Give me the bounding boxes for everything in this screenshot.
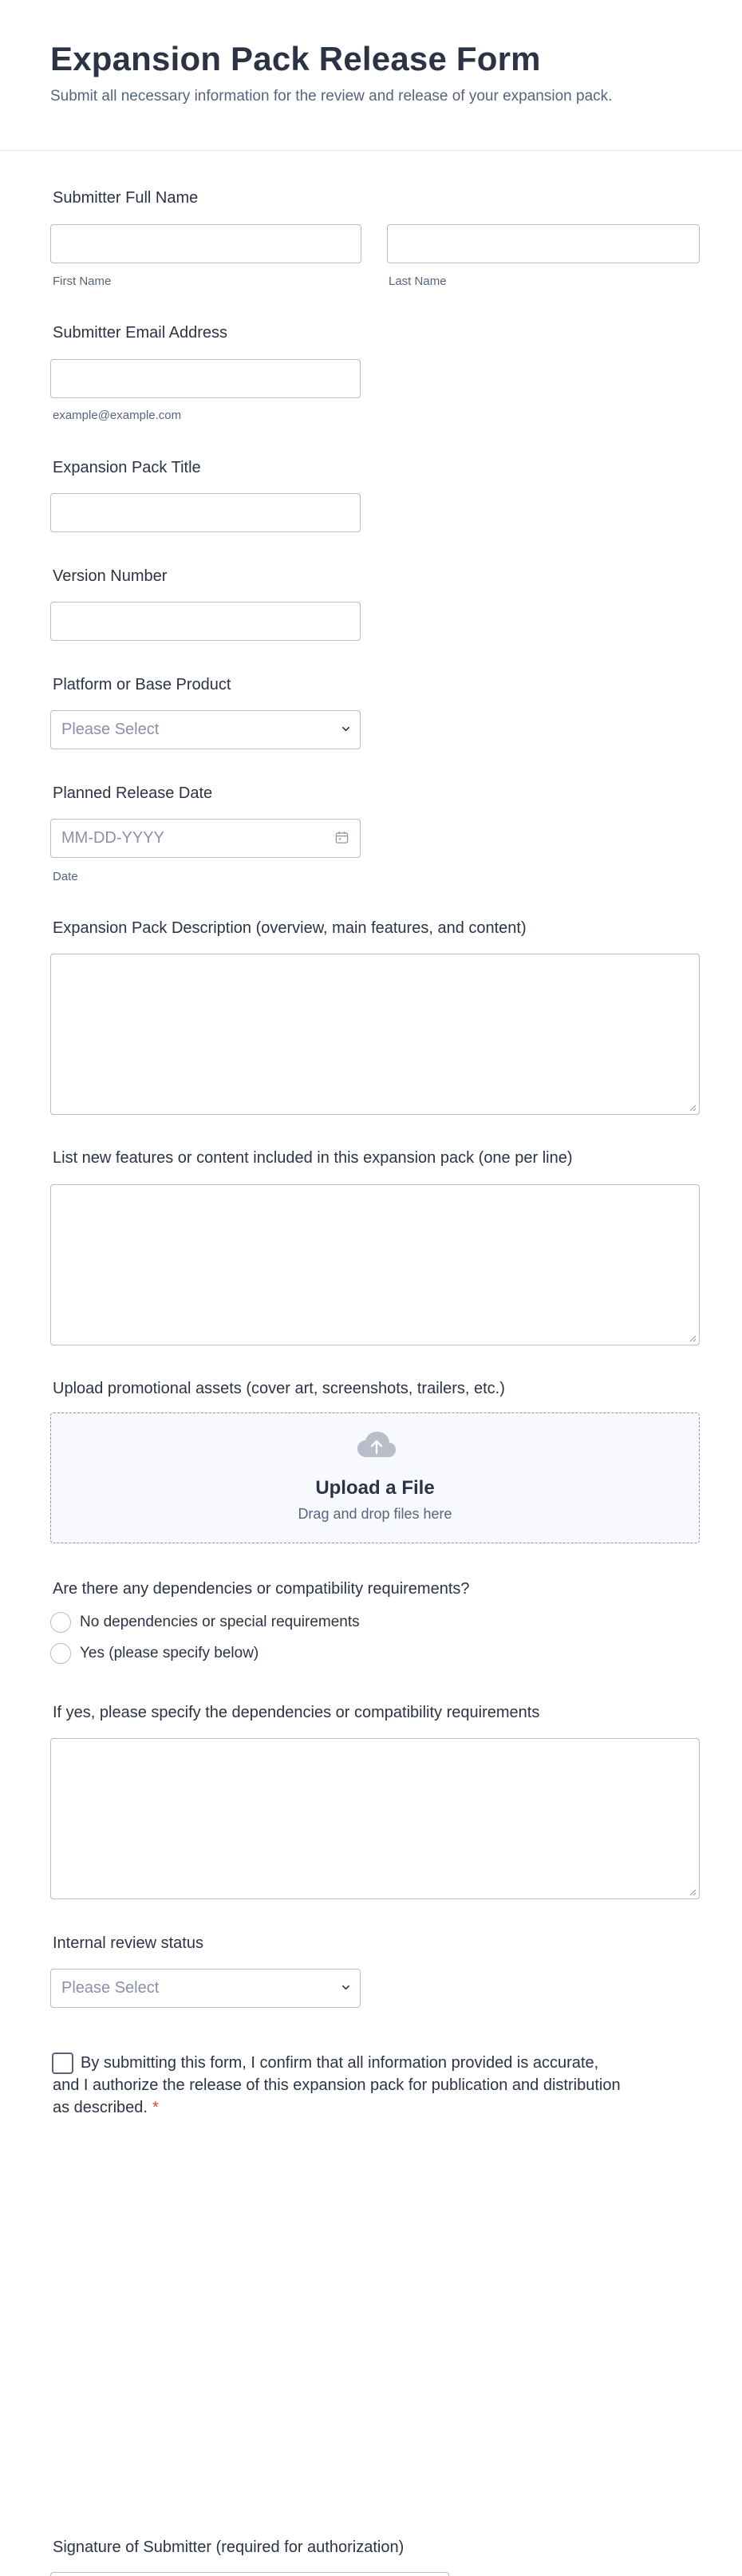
radio-button[interactable] xyxy=(50,1643,71,1664)
consent-label: By submitting this form, I confirm that all information provided is accurate, and I authorize the release of this expansion pack for publication and distribution as described. xyxy=(53,2054,621,2116)
release-date-input[interactable] xyxy=(50,819,361,858)
chevron-down-icon xyxy=(341,725,350,733)
review-status-label: Internal review status xyxy=(53,1934,203,1952)
last-name-input[interactable] xyxy=(387,224,700,263)
chevron-down-icon xyxy=(341,1983,350,1992)
file-upload-dropzone[interactable] xyxy=(50,1412,700,1543)
last-name-sublabel: Last Name xyxy=(389,275,447,288)
calendar-icon[interactable] xyxy=(335,831,349,844)
first-name-sublabel: First Name xyxy=(53,275,112,288)
required-mark: * xyxy=(152,2099,159,2116)
review-status-selected-value: Please Select xyxy=(61,1979,160,1997)
description-textarea[interactable] xyxy=(50,954,700,1115)
form-header xyxy=(0,0,742,151)
dependency-details-label: If yes, please specify the dependencies or compatibility requirements xyxy=(53,1704,540,1721)
features-textarea[interactable] xyxy=(50,1184,700,1345)
email-sublabel: example@example.com xyxy=(53,409,182,422)
release-date-label: Planned Release Date xyxy=(53,784,213,802)
consent-text xyxy=(53,2052,627,2119)
resize-grip-icon[interactable] xyxy=(689,1888,697,1896)
pack-title-label: Expansion Pack Title xyxy=(53,459,201,476)
dependency-details-textarea[interactable] xyxy=(50,1738,700,1899)
dependencies-label: Are there any dependencies or compatibility requirements? xyxy=(53,1580,470,1598)
version-input[interactable] xyxy=(50,602,361,641)
radio-label: No dependencies or special requirements xyxy=(80,1614,360,1630)
first-name-input[interactable] xyxy=(50,224,361,263)
submitter-name-label: Submitter Full Name xyxy=(53,189,199,207)
form-title: Expansion Pack Release Form xyxy=(50,40,541,77)
upload-label: Upload promotional assets (cover art, screenshots, trailers, etc.) xyxy=(53,1380,505,1397)
resize-grip-icon[interactable] xyxy=(689,1104,697,1112)
features-label: List new features or content included in this expansion pack (one per line) xyxy=(53,1149,573,1167)
cloud-upload-icon xyxy=(357,1431,397,1460)
signature-pad[interactable] xyxy=(50,2572,449,2576)
description-label: Expansion Pack Description (overview, main features, and content) xyxy=(53,919,527,937)
version-label: Version Number xyxy=(53,567,168,585)
review-status-select[interactable] xyxy=(50,1969,361,2008)
radio-label: Yes (please specify below) xyxy=(80,1645,259,1661)
platform-label: Platform or Base Product xyxy=(53,676,231,693)
upload-hint: Drag and drop files here xyxy=(298,1506,452,1522)
release-date-placeholder: MM-DD-YYYY xyxy=(61,829,164,847)
email-input[interactable] xyxy=(50,359,361,398)
release-date-sublabel: Date xyxy=(53,870,78,883)
pack-title-input[interactable] xyxy=(50,493,361,532)
upload-title: Upload a File xyxy=(315,1477,435,1499)
radio-button[interactable] xyxy=(50,1612,71,1633)
signature-label: Signature of Submitter (required for authorization) xyxy=(53,2538,405,2556)
form-subtitle: Submit all necessary information for the review and release of your expansion pack. xyxy=(50,88,613,105)
resize-grip-icon[interactable] xyxy=(689,1334,697,1342)
platform-selected-value: Please Select xyxy=(61,721,160,738)
email-label: Submitter Email Address xyxy=(53,324,227,342)
platform-select[interactable] xyxy=(50,710,361,749)
